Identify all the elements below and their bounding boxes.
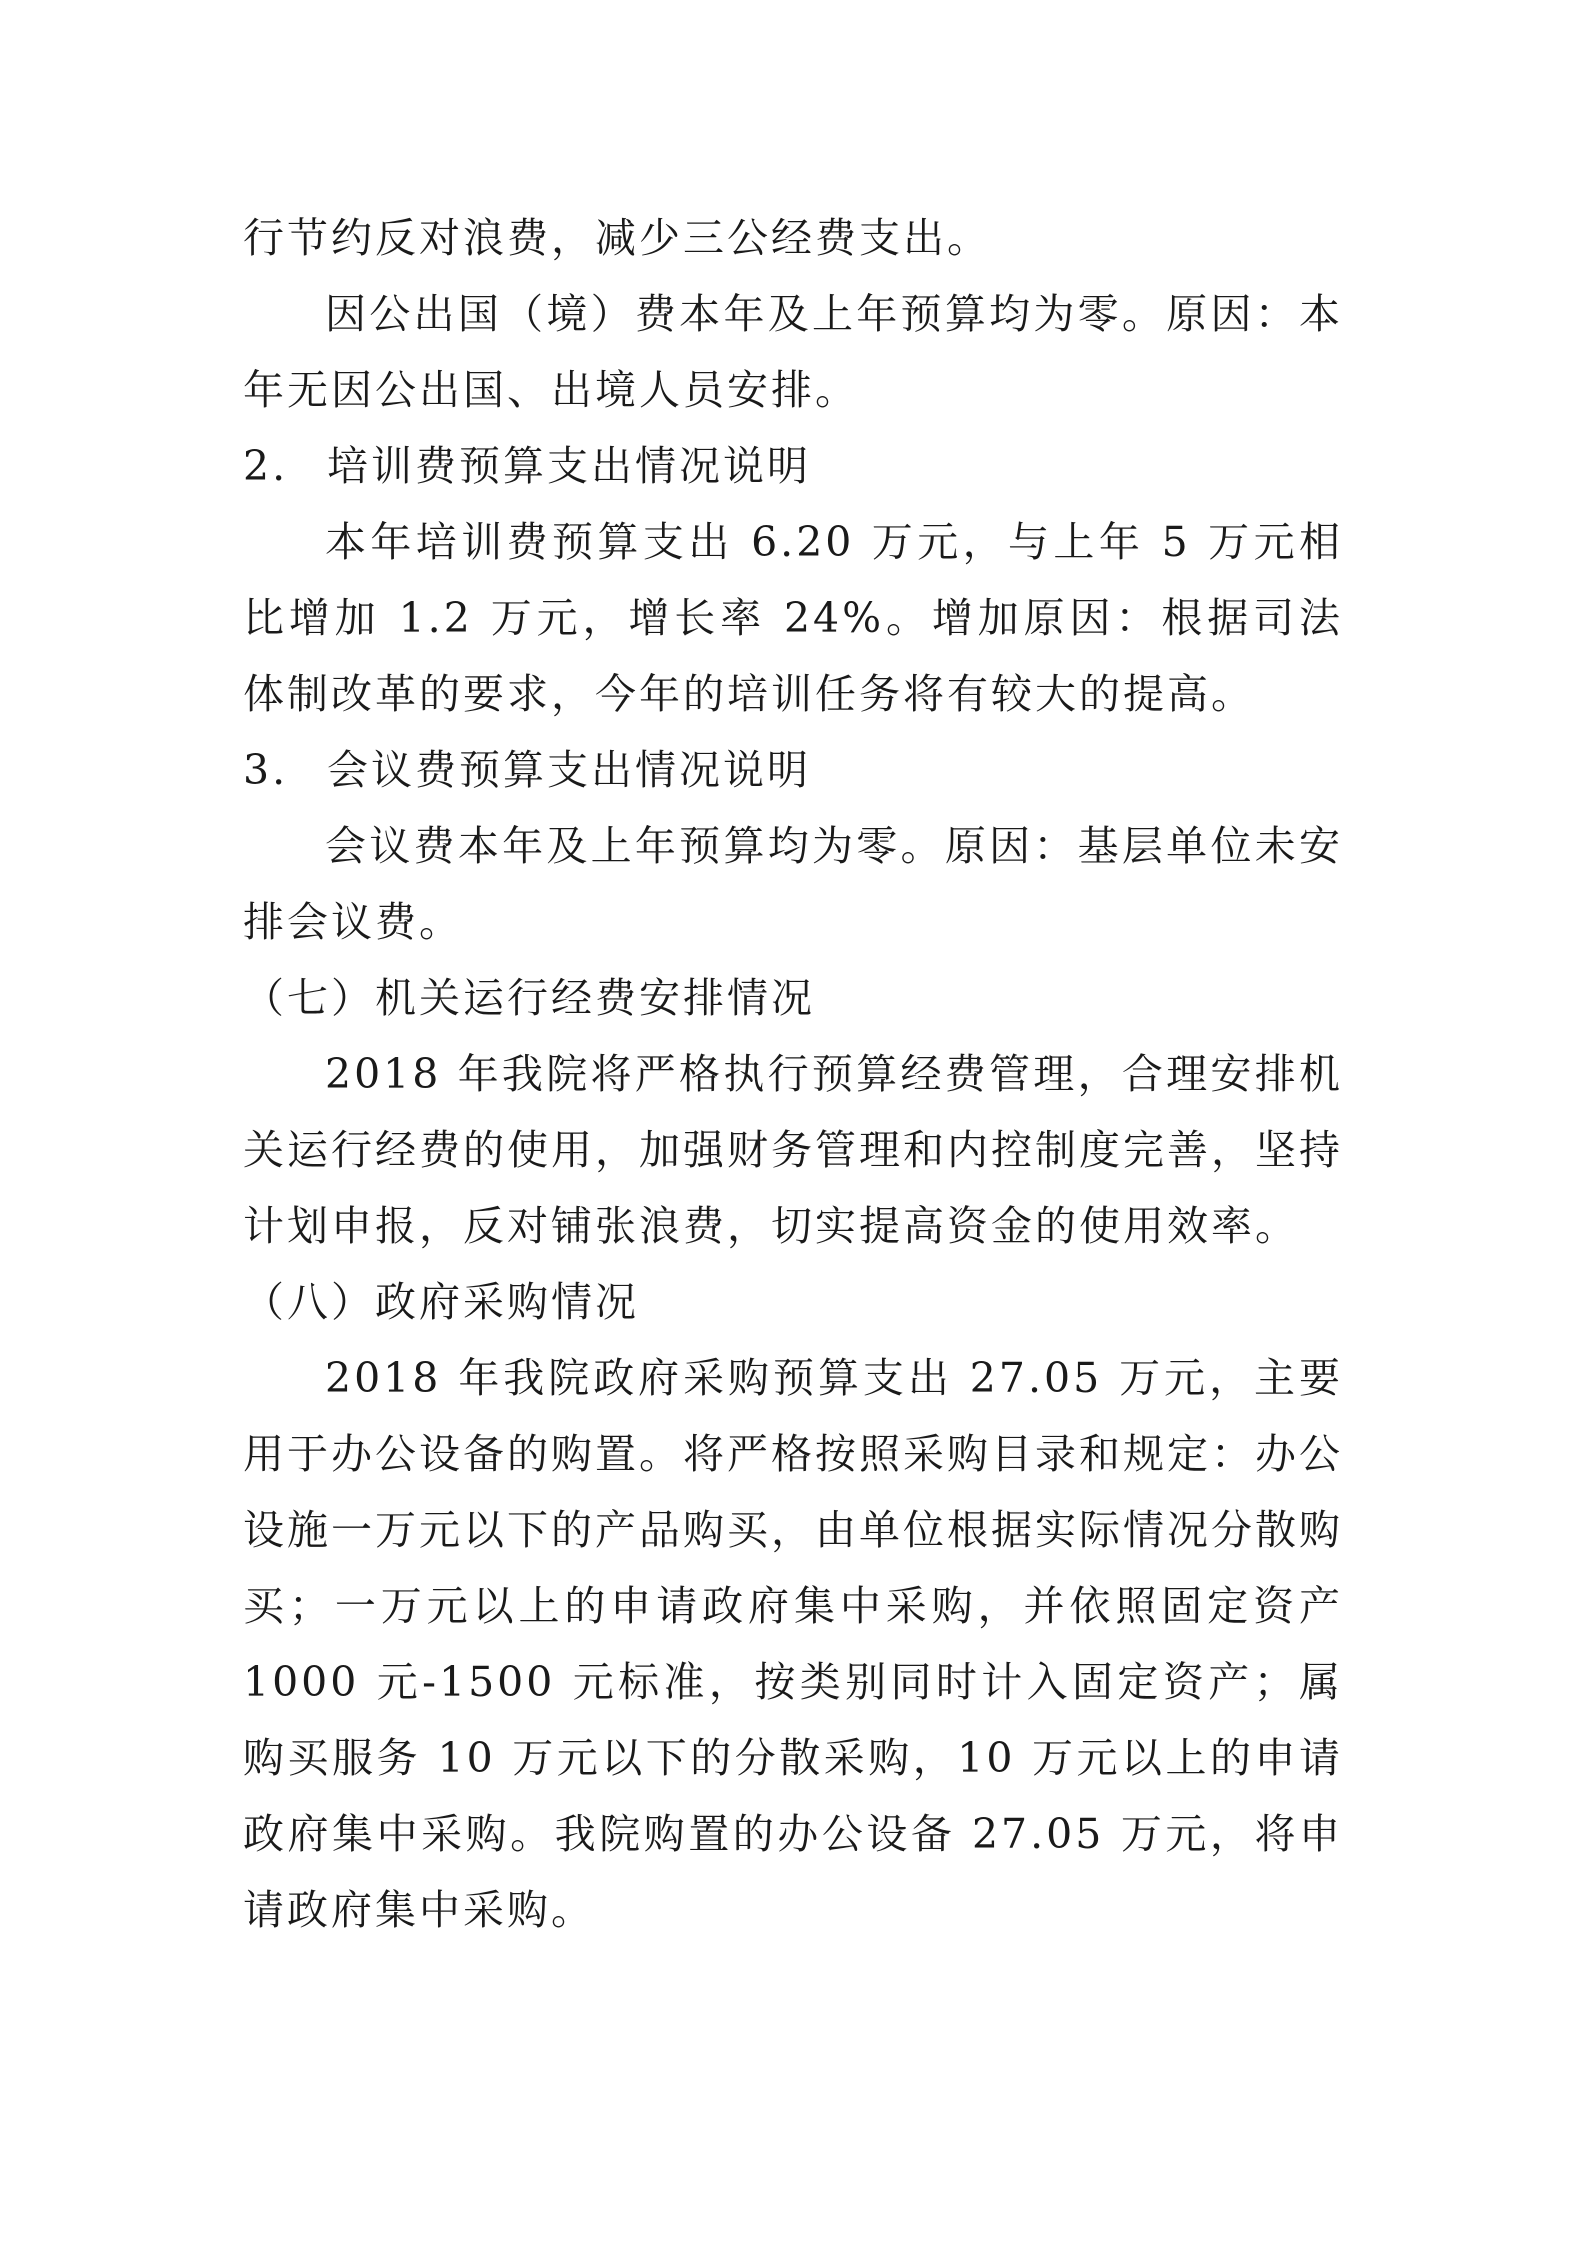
heading-text: 会议费预算支出情况说明: [327, 746, 811, 794]
paragraph-overseas-expense: 因公出国（境）费本年及上年预算均为零。原因：本年无因公出国、出境人员安排。: [243, 290, 1343, 414]
section-heading-operating-expense: （七）机关运行经费安排情况: [243, 974, 815, 1022]
heading-text: 培训费预算支出情况说明: [327, 442, 811, 490]
paragraph-continuation: 行节约反对浪费，减少三公经费支出。: [243, 214, 991, 262]
paragraph-operating-expense: 2018 年我院将严格执行预算经费管理，合理安排机关运行经费的使用，加强财务管理和内控制度完善，坚持计划申报，反对铺张浪费，切实提高资金的使用效率。: [243, 1050, 1343, 1250]
heading-training-expense: [243, 428, 1343, 504]
heading-number: 3.: [243, 746, 289, 794]
heading-meeting-expense: [243, 732, 1343, 808]
heading-number: 2.: [243, 442, 289, 490]
paragraph-procurement: 2018 年我院政府采购预算支出 27.05 万元，主要用于办公设备的购置。将严格按照采购目录和规定：办公设施一万元以下的产品购买，由单位根据实际情况分散购买；一万元以上的申请政府集中采购，并依照固定资产 1000 元-1500 元标准，按类别同时计入固定资产；属购买服务 10 万元以下的分散采购，10 万元以上的申请政府集中采购。我院购置的办公设备 27.05 万元，将申请政府集中采购。: [243, 1354, 1343, 1934]
paragraph-training-expense: 本年培训费预算支出 6.20 万元，与上年 5 万元相比增加 1.2 万元，增长率 24%。增加原因：根据司法体制改革的要求，今年的培训任务将有较大的提高。: [243, 518, 1343, 718]
document-body: [243, 200, 1343, 1948]
section-heading-procurement: （八）政府采购情况: [243, 1278, 639, 1326]
paragraph-meeting-expense: 会议费本年及上年预算均为零。原因：基层单位未安排会议费。: [243, 822, 1343, 946]
